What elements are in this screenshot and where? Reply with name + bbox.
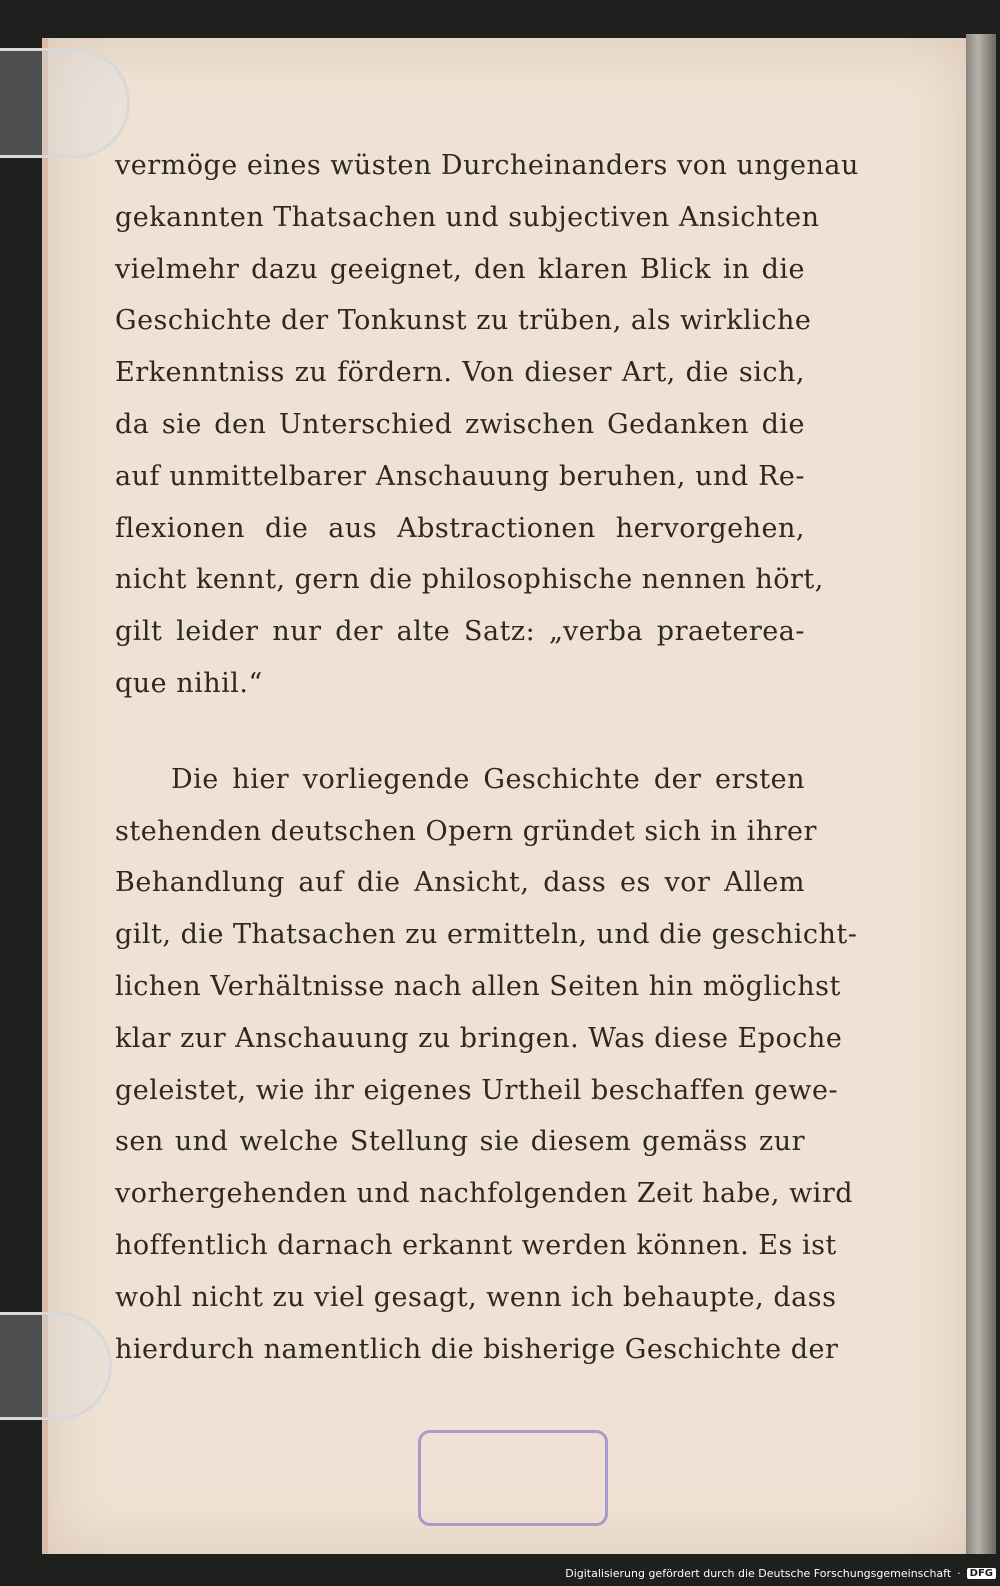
text-line: vermöge eines wüsten Durcheinanders von ungenau [115,150,859,181]
text-line: da sie den Unterschied zwischen Gedanken die [115,408,805,440]
text-line: vorhergehenden und nachfolgenden Zeit habe, wird [115,1178,854,1210]
paragraph-1 [115,140,859,710]
text-line: geleistet, wie ihr eigenes Urtheil beschaffen gewe- [115,1074,839,1106]
text-line: gekannten Thatsachen und subjectiven Ansichten [115,201,820,233]
page-clip-bottom [0,1312,112,1420]
text-line: Erkenntniss zu fördern. Von dieser Art, die sich, [115,357,805,389]
book-page-edge [966,34,996,1554]
text-line: auf unmittelbarer Anschauung beruhen, und Re- [115,460,805,492]
page-text [115,140,859,1375]
text-line: lichen Verhältnisse nach allen Seiten hin möglichst [115,970,841,1002]
library-stamp [418,1430,608,1526]
text-line: vielmehr dazu geeignet, den klaren Blick in die [115,253,805,285]
text-line: gilt leider nur der alte Satz: „verba praeterea- [115,616,805,648]
paragraph-2 [115,754,858,1376]
text-line: hoffentlich darnach erkannt werden können. Es ist [115,1229,837,1261]
text-line: gilt, die Thatsachen zu ermitteln, und die geschicht- [115,919,858,951]
text-line: que nihil.“ [115,667,263,699]
text-line: Die hier vorliegende Geschichte der ersten [171,763,805,795]
text-line: Geschichte der Tonkunst zu trüben, als wirkliche [115,305,812,337]
text-line: stehenden deutschen Opern gründet sich in ihrer [115,815,817,847]
dfg-logo: DFG [967,1568,996,1579]
digitization-footer: Digitalisierung gefördert durch die Deutsche Forschungsgemeinschaft · DFG [565,1562,996,1584]
text-line: sen und welche Stellung sie diesem gemäss zur [115,1126,805,1158]
page-clip-top [0,48,130,158]
funding-notice: Digitalisierung gefördert durch die Deutsche Forschungsgemeinschaft [565,1566,952,1580]
text-line: hierdurch namentlich die bisherige Geschichte der [115,1333,839,1365]
text-line: Behandlung auf die Ansicht, dass es vor Allem [115,867,805,899]
text-line: nicht kennt, gern die philosophische nennen hört, [115,564,824,596]
text-line: wohl nicht zu viel gesagt, wenn ich behaupte, dass [115,1281,837,1313]
text-line: klar zur Anschauung zu bringen. Was diese Epoche [115,1022,843,1054]
text-line: flexionen die aus Abstractionen hervorgehen, [115,512,805,544]
